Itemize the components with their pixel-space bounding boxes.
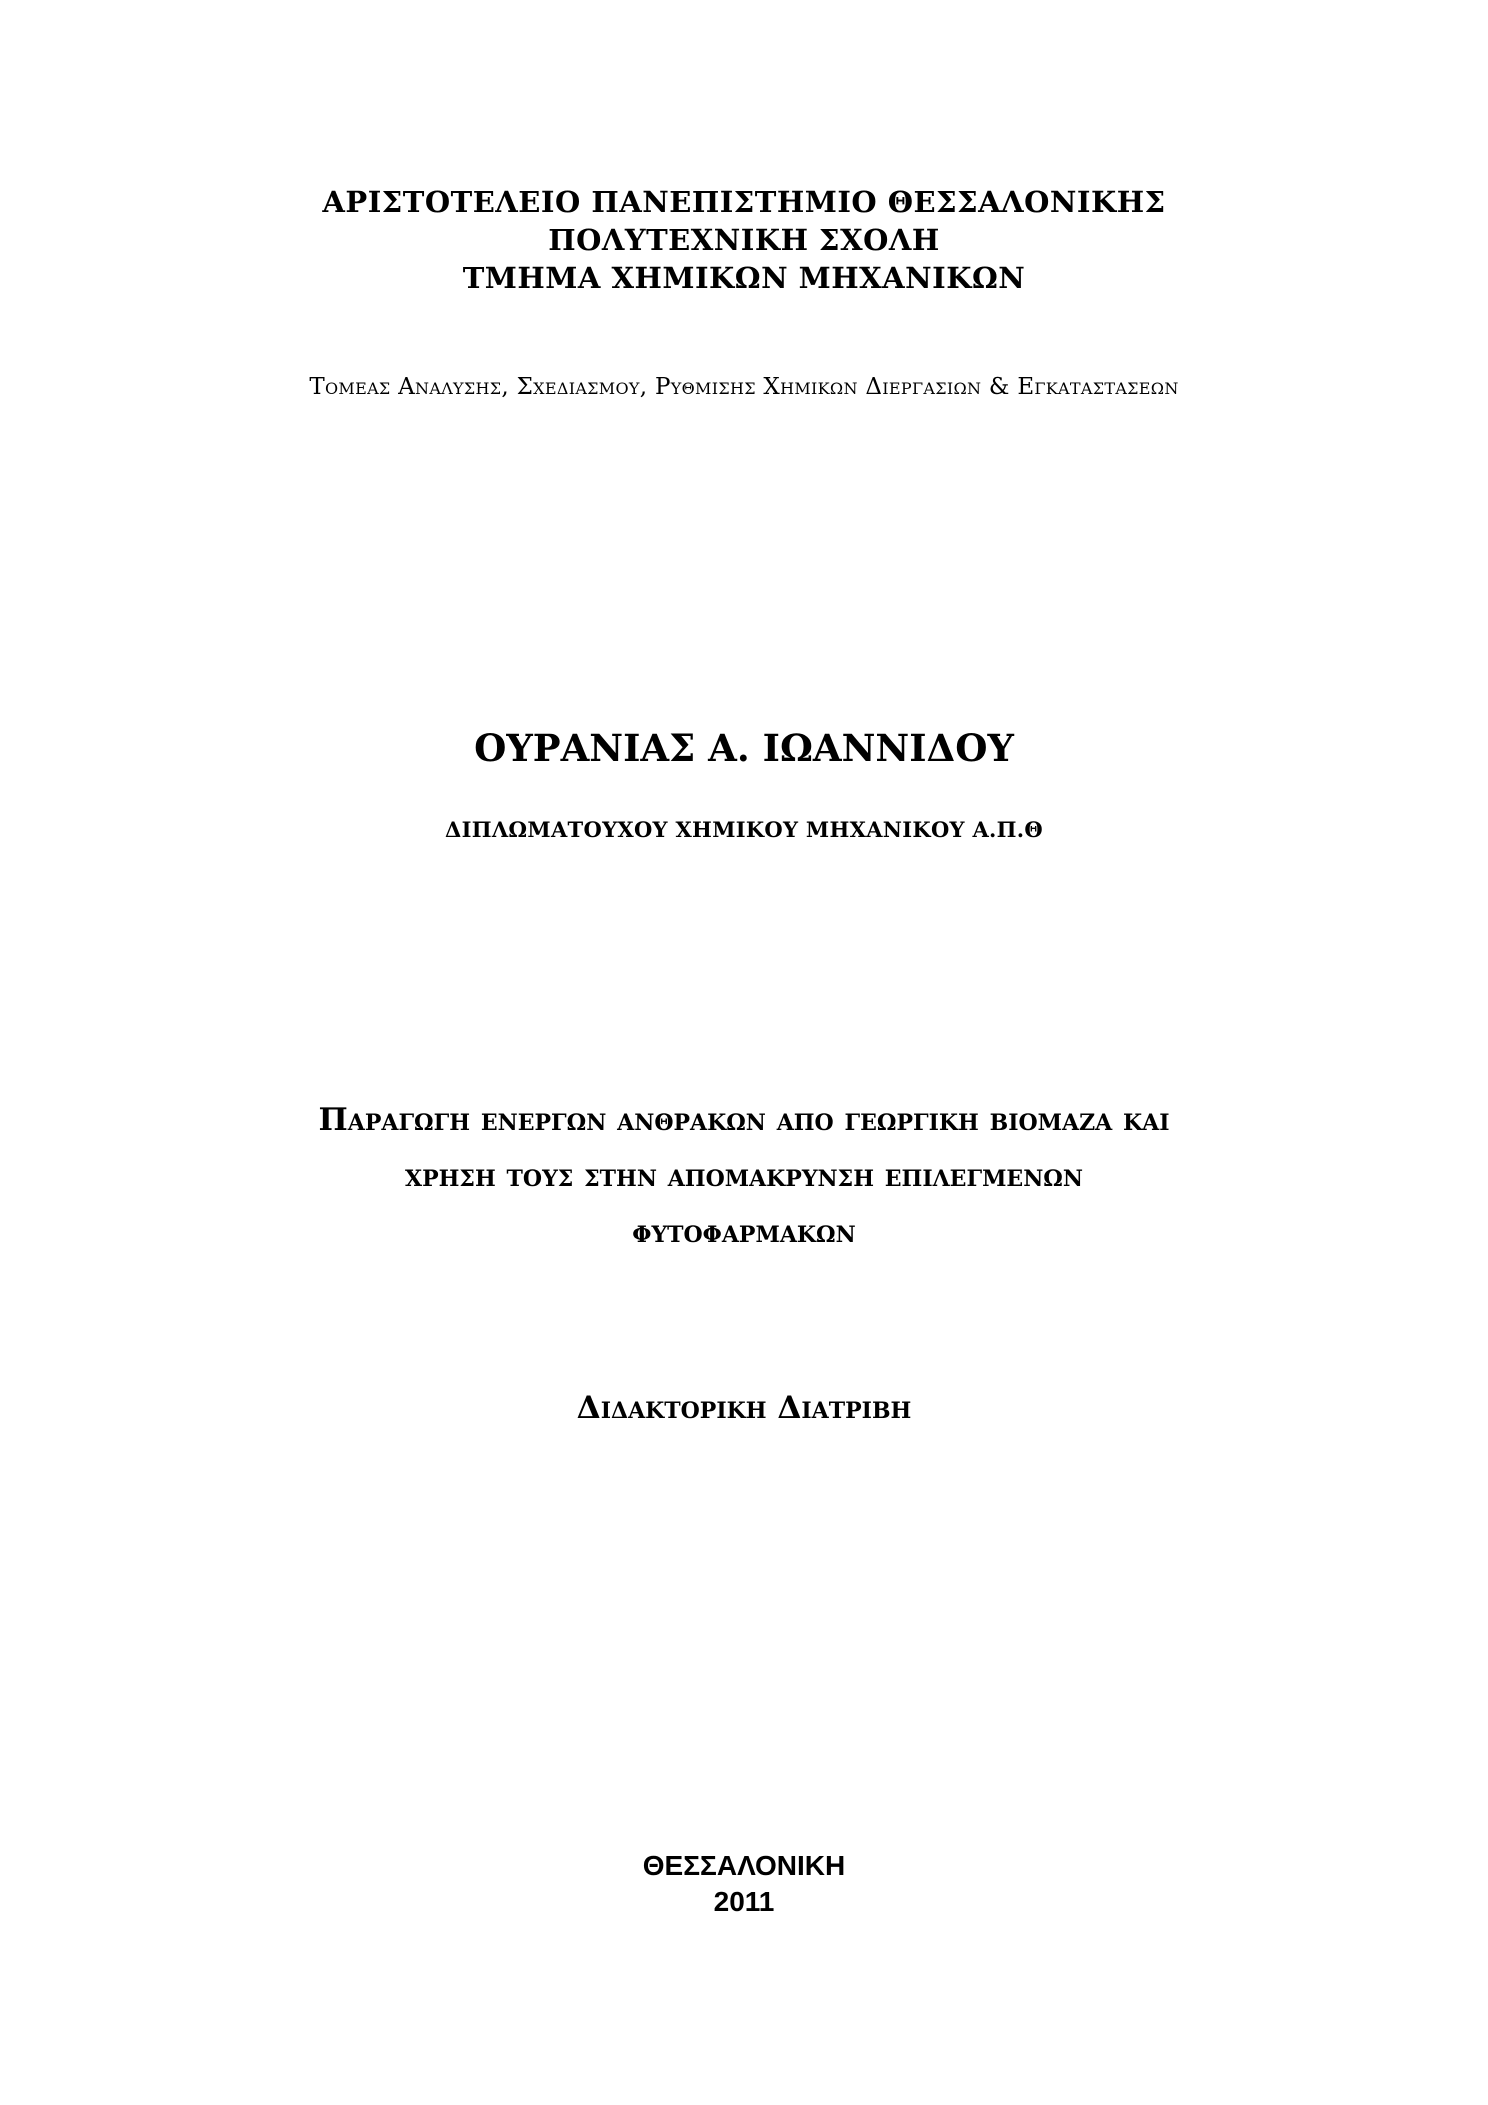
sector-header	[0, 372, 1488, 402]
author-degree: ΔΙΠΛΩΜΑΤΟΥΧΟΥ ΧΗΜΙΚΟΥ ΜΗΧΑΝΙΚΟΥ Α.Π.Θ	[444, 817, 1043, 842]
document-type-section	[0, 1388, 1488, 1428]
place-and-year	[0, 1848, 1488, 1920]
university-name: ΑΡΙΣΤΟΤΕΛΕΙΟ ΠΑΝΕΠΙΣΤΗΜΙΟ ΘΕΣΣΑΛΟΝΙΚΗΣ	[322, 185, 1166, 219]
document-type: Διδακτορικη Διατριβη	[576, 1390, 912, 1426]
year: 2011	[713, 1886, 775, 1917]
thesis-title-line-2: χρηση τους στην απομακρυνση επιλεγμενων	[405, 1158, 1083, 1194]
author-section	[0, 725, 1488, 771]
city: ΘΕΣΣΑΛΟΝΙΚΗ	[642, 1850, 846, 1881]
thesis-title	[0, 1092, 1488, 1260]
thesis-title-line-3: φυτοφαρμακων	[632, 1214, 856, 1250]
thesis-title-line-1: Παραγωγη ενεργων ανθρακων απο γεωργικη βιομαζα και	[318, 1102, 1170, 1138]
author-degree-section	[0, 815, 1488, 845]
sector-name: Τομεας Αναλυσης, Σχεδιασμου, Ρυθμισης Χημικων Διεργασιων & Εγκαταστασεων	[309, 374, 1179, 400]
department-name: ΤΜΗΜΑ ΧΗΜΙΚΩΝ ΜΗΧΑΝΙΚΩΝ	[462, 261, 1026, 295]
author-name: ΟΥΡΑΝΙΑΣ Α. ΙΩΑΝΝΙΔΟΥ	[474, 726, 1014, 770]
institution-header	[0, 183, 1488, 297]
school-name: ΠΟΛΥΤΕΧΝΙΚΗ ΣΧΟΛΗ	[548, 223, 940, 257]
